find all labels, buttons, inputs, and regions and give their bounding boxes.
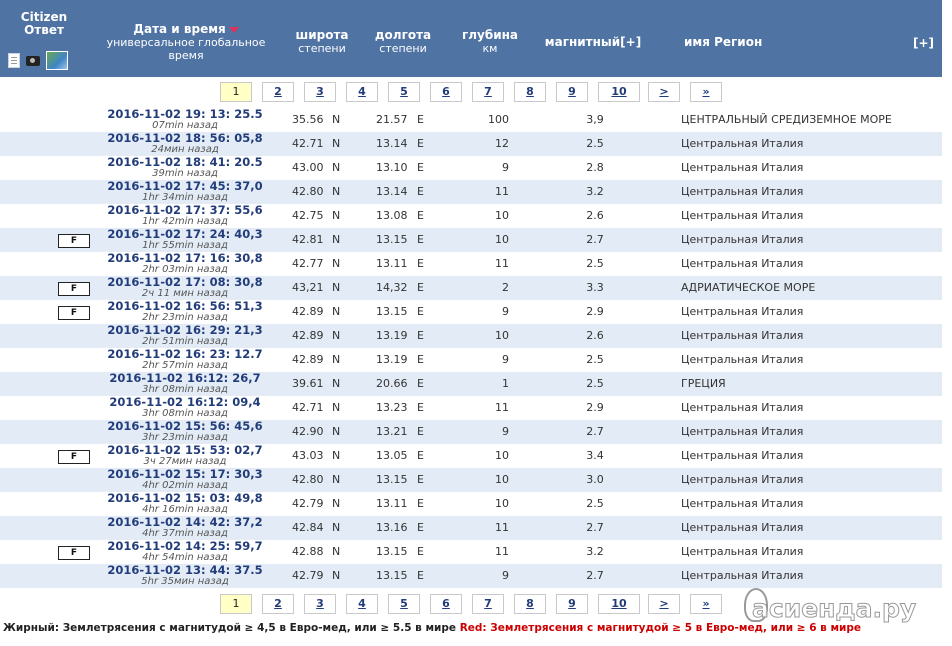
event-datetime <box>100 156 270 180</box>
latitude-label: широта <box>295 28 349 42</box>
event-datetime <box>100 132 270 156</box>
table-row[interactable] <box>0 540 942 564</box>
latitude-value: 42.90 <box>292 425 324 438</box>
longitude-direction: E <box>417 233 424 246</box>
longitude-direction: E <box>417 353 424 366</box>
latitude-value: 42.77 <box>292 257 324 270</box>
expand-columns-button[interactable]: [+] <box>912 36 934 50</box>
region-name: Центральная Италия <box>681 185 804 198</box>
latitude-direction: N <box>332 545 341 558</box>
event-datetime <box>100 276 270 300</box>
longitude-direction: E <box>417 545 424 558</box>
event-time-ago: 1hr 34min назад <box>142 192 228 203</box>
bold-legend-text: Жирный: Землетрясения с магнитудой ≥ 4,5 в Евро-мед, или ≥ 5.5 в мире <box>3 622 457 634</box>
event-datetime-link[interactable]: 2016-11-02 16: 56: 51,3 <box>107 299 263 313</box>
region-name: Центральная Италия <box>681 209 804 222</box>
event-time-ago: 1hr 55min назад <box>142 240 228 251</box>
document-icon[interactable] <box>8 53 20 68</box>
page-6-button[interactable]: 6 <box>430 594 462 614</box>
region-name: Центральная Италия <box>681 401 804 414</box>
event-datetime <box>100 324 270 348</box>
event-time-ago: 24мин назад <box>151 144 219 155</box>
page-4-button[interactable]: 4 <box>346 82 378 102</box>
latitude-direction: N <box>332 161 341 174</box>
longitude-value: 13.19 <box>376 353 408 366</box>
longitude-direction: E <box>417 185 424 198</box>
red-legend-text: Red: Землетрясения с магнитудой ≥ 5 в Евро-мед, или ≥ 6 в мире <box>459 622 862 634</box>
event-datetime <box>100 516 270 540</box>
latitude-direction: N <box>332 329 341 342</box>
latitude-value: 42.79 <box>292 569 324 582</box>
magnitude-column-header[interactable]: магнитный[+] <box>544 35 642 49</box>
latitude-direction: N <box>332 377 341 390</box>
event-time-ago: 07min назад <box>152 120 218 131</box>
felt-report-button[interactable]: F <box>58 282 90 296</box>
event-datetime <box>100 540 270 564</box>
longitude-value: 13.08 <box>376 209 408 222</box>
event-datetime-link[interactable]: 2016-11-02 14: 25: 59,7 <box>107 539 263 553</box>
magnitude-value: 3,9 <box>586 113 604 126</box>
magnitude-value: 2.6 <box>586 209 604 222</box>
event-datetime-link[interactable]: 2016-11-02 17: 37: 55,6 <box>107 203 263 217</box>
page-1-button[interactable]: 1 <box>220 82 252 102</box>
table-row[interactable] <box>0 180 942 204</box>
magnitude-value: 3.3 <box>586 281 604 294</box>
table-row[interactable] <box>0 396 942 420</box>
event-time-ago: 1hr 42min назад <box>142 216 228 227</box>
latitude-direction: N <box>332 233 341 246</box>
page-4-button[interactable]: 4 <box>346 594 378 614</box>
datetime-sub-label-2: время <box>168 49 204 62</box>
depth-value: 10 <box>495 233 509 246</box>
page-2-button[interactable]: 2 <box>262 594 294 614</box>
event-time-ago: 2hr 23min назад <box>142 312 228 323</box>
event-time-ago: 3ч 27мин назад <box>143 456 227 467</box>
region-name: Центральная Италия <box>681 305 804 318</box>
latitude-column-header <box>288 29 356 55</box>
datetime-label: Дата и время <box>133 22 226 36</box>
event-datetime-link[interactable]: 2016-11-02 16: 29: 21,3 <box>107 323 263 337</box>
event-datetime-link[interactable]: 2016-11-02 16:12: 26,7 <box>109 371 261 385</box>
region-name: Центральная Италия <box>681 233 804 246</box>
latitude-value: 42.71 <box>292 137 324 150</box>
region-name: Центральная Италия <box>681 329 804 342</box>
latitude-direction: N <box>332 353 341 366</box>
latitude-sub-label: степени <box>298 42 346 55</box>
event-time-ago: 4hr 37min назад <box>142 528 228 539</box>
page-10-button[interactable]: 10 <box>598 82 640 102</box>
magnitude-value: 2.5 <box>586 137 604 150</box>
longitude-value: 13.19 <box>376 329 408 342</box>
region-name: Центральная Италия <box>681 449 804 462</box>
region-name: Центральная Италия <box>681 425 804 438</box>
magnitude-value: 2.7 <box>586 233 604 246</box>
magnitude-value: 3.2 <box>586 185 604 198</box>
longitude-direction: E <box>417 209 424 222</box>
felt-report-button[interactable]: F <box>58 234 90 248</box>
longitude-direction: E <box>417 425 424 438</box>
event-datetime-link[interactable]: 2016-11-02 17: 08: 30,8 <box>107 275 263 289</box>
depth-value: 2 <box>502 281 509 294</box>
page-5-button[interactable]: 5 <box>388 82 420 102</box>
depth-value: 9 <box>502 161 509 174</box>
longitude-direction: E <box>417 161 424 174</box>
event-datetime <box>100 420 270 444</box>
depth-column-header <box>455 29 525 55</box>
longitude-direction: E <box>417 329 424 342</box>
latitude-value: 42.71 <box>292 401 324 414</box>
table-row[interactable] <box>0 204 942 228</box>
depth-value: 11 <box>495 545 509 558</box>
event-datetime-link[interactable]: 2016-11-02 17: 16: 30,8 <box>107 251 263 265</box>
latitude-value: 42.84 <box>292 521 324 534</box>
datetime-column-header[interactable] <box>98 23 274 62</box>
event-datetime-link[interactable]: 2016-11-02 18: 41: 20.5 <box>107 155 263 169</box>
longitude-direction: E <box>417 497 424 510</box>
depth-value: 10 <box>495 497 509 510</box>
sort-down-icon[interactable] <box>229 27 239 33</box>
event-datetime-link[interactable]: 2016-11-02 16: 23: 12.7 <box>107 347 263 361</box>
table-row[interactable] <box>0 252 942 276</box>
latitude-value: 35.56 <box>292 113 324 126</box>
latitude-value: 42.88 <box>292 545 324 558</box>
camera-icon[interactable] <box>26 56 40 66</box>
region-name: ГРЕЦИЯ <box>681 377 726 390</box>
latitude-direction: N <box>332 401 341 414</box>
event-time-ago: 5hr 35мин назад <box>141 576 229 587</box>
latitude-direction: N <box>332 305 341 318</box>
latitude-direction: N <box>332 473 341 486</box>
event-time-ago: 2hr 03min назад <box>142 264 228 275</box>
event-datetime-link[interactable]: 2016-11-02 15: 17: 30,3 <box>107 467 263 481</box>
table-row[interactable] <box>0 132 942 156</box>
depth-value: 9 <box>502 569 509 582</box>
page-8-button[interactable]: 8 <box>514 594 546 614</box>
region-name: Центральная Италия <box>681 137 804 150</box>
longitude-value: 13.10 <box>376 161 408 174</box>
latitude-direction: N <box>332 137 341 150</box>
event-time-ago: 3hr 08min назад <box>142 408 228 419</box>
latitude-direction: N <box>332 521 341 534</box>
longitude-direction: E <box>417 137 424 150</box>
longitude-direction: E <box>417 281 424 294</box>
latitude-direction: N <box>332 449 341 462</box>
event-datetime-link[interactable]: 2016-11-02 13: 44: 37.5 <box>107 563 263 577</box>
depth-value: 9 <box>502 353 509 366</box>
magnitude-value: 2.7 <box>586 521 604 534</box>
event-time-ago: 4hr 02min назад <box>142 480 228 491</box>
latitude-value: 43,21 <box>292 281 324 294</box>
longitude-direction: E <box>417 569 424 582</box>
page-5-button[interactable]: 5 <box>388 594 420 614</box>
longitude-value: 21.57 <box>376 113 408 126</box>
event-datetime-link[interactable]: 2016-11-02 15: 56: 45,6 <box>107 419 263 433</box>
event-datetime-link[interactable]: 2016-11-02 19: 13: 25.5 <box>107 107 263 121</box>
magnitude-value: 2.5 <box>586 497 604 510</box>
event-datetime <box>100 396 270 420</box>
longitude-value: 13.14 <box>376 137 408 150</box>
latitude-direction: N <box>332 281 341 294</box>
table-row[interactable] <box>0 468 942 492</box>
depth-value: 11 <box>495 521 509 534</box>
page-2-button[interactable]: 2 <box>262 82 294 102</box>
region-name: Центральная Италия <box>681 497 804 510</box>
event-time-ago: 2ч 11 мин назад <box>141 288 229 299</box>
longitude-value: 13.15 <box>376 545 408 558</box>
citizen-icons <box>8 51 68 70</box>
magnitude-value: 2.6 <box>586 329 604 342</box>
longitude-value: 13.11 <box>376 497 408 510</box>
longitude-direction: E <box>417 113 424 126</box>
table-row[interactable] <box>0 348 942 372</box>
longitude-direction: E <box>417 401 424 414</box>
table-row[interactable] <box>0 324 942 348</box>
longitude-value: 14,32 <box>376 281 408 294</box>
longitude-direction: E <box>417 305 424 318</box>
citizen-column-header <box>4 11 84 37</box>
depth-value: 9 <box>502 425 509 438</box>
longitude-direction: E <box>417 521 424 534</box>
latitude-value: 42.89 <box>292 305 324 318</box>
page-9-button[interactable]: 9 <box>556 82 588 102</box>
event-datetime <box>100 372 270 396</box>
latitude-value: 39.61 <box>292 377 324 390</box>
table-row[interactable] <box>0 564 942 588</box>
page-10-button[interactable]: 10 <box>598 594 640 614</box>
region-name: Центральная Италия <box>681 353 804 366</box>
latitude-value: 42.79 <box>292 497 324 510</box>
longitude-value: 13.14 <box>376 185 408 198</box>
longitude-label: долгота <box>374 28 432 42</box>
region-name: ЦЕНТРАЛЬНЫЙ СРЕДИЗЕМНОЕ МОРЕ <box>681 113 892 126</box>
depth-value: 11 <box>495 401 509 414</box>
depth-value: 10 <box>495 449 509 462</box>
magnitude-value: 2.8 <box>586 161 604 174</box>
page-9-button[interactable]: 9 <box>556 594 588 614</box>
region-name: Центральная Италия <box>681 161 804 174</box>
latitude-direction: N <box>332 113 341 126</box>
page-7-button[interactable]: 7 <box>472 82 504 102</box>
event-datetime <box>100 492 270 516</box>
last-page-button[interactable]: » <box>690 594 722 614</box>
table-row[interactable] <box>0 372 942 396</box>
page-6-button[interactable]: 6 <box>430 82 462 102</box>
magnitude-value: 2.5 <box>586 377 604 390</box>
next-page-button[interactable]: > <box>648 594 680 614</box>
citizen-label: Citizen <box>20 10 68 24</box>
depth-value: 9 <box>502 305 509 318</box>
latitude-direction: N <box>332 425 341 438</box>
table-row[interactable] <box>0 516 942 540</box>
event-time-ago: 2hr 57min назад <box>142 360 228 371</box>
latitude-value: 42.89 <box>292 329 324 342</box>
table-row[interactable] <box>0 228 942 252</box>
latitude-value: 42.80 <box>292 473 324 486</box>
event-datetime-link[interactable]: 2016-11-02 14: 42: 37,2 <box>107 515 263 529</box>
table-row[interactable] <box>0 420 942 444</box>
region-name: Центральная Италия <box>681 257 804 270</box>
page-3-button[interactable]: 3 <box>304 82 336 102</box>
page-7-button[interactable]: 7 <box>472 594 504 614</box>
latitude-direction: N <box>332 185 341 198</box>
magnitude-value: 3.0 <box>586 473 604 486</box>
longitude-value: 13.05 <box>376 449 408 462</box>
event-time-ago: 4hr 54min назад <box>142 552 228 563</box>
magnitude-value: 2.5 <box>586 353 604 366</box>
region-name: Центральная Италия <box>681 473 804 486</box>
depth-sub-label: км <box>482 42 498 55</box>
map-icon[interactable] <box>46 51 68 70</box>
longitude-value: 13.21 <box>376 425 408 438</box>
latitude-direction: N <box>332 209 341 222</box>
region-name: Центральная Италия <box>681 545 804 558</box>
magnitude-value: 3.4 <box>586 449 604 462</box>
event-datetime <box>100 204 270 228</box>
depth-value: 1 <box>502 377 509 390</box>
felt-report-button[interactable]: F <box>58 306 90 320</box>
last-page-button[interactable]: » <box>690 82 722 102</box>
depth-value: 11 <box>495 257 509 270</box>
latitude-value: 43.03 <box>292 449 324 462</box>
magnitude-value: 2.9 <box>586 401 604 414</box>
legend-note <box>3 622 861 634</box>
longitude-sub-label: степени <box>379 42 427 55</box>
region-column-header: имя Регион <box>684 35 763 49</box>
felt-report-button[interactable]: F <box>58 546 90 560</box>
magnitude-value: 2.7 <box>586 569 604 582</box>
table-row[interactable] <box>0 276 942 300</box>
magnitude-value: 2.5 <box>586 257 604 270</box>
citizen-sub-label: Ответ <box>24 23 64 37</box>
event-time-ago: 2hr 51min назад <box>142 336 228 347</box>
longitude-value: 13.11 <box>376 257 408 270</box>
longitude-value: 13.15 <box>376 233 408 246</box>
depth-value: 10 <box>495 473 509 486</box>
table-row[interactable] <box>0 156 942 180</box>
table-header <box>0 0 942 77</box>
longitude-direction: E <box>417 449 424 462</box>
depth-label: глубина <box>461 28 519 42</box>
depth-value: 10 <box>495 329 509 342</box>
depth-value: 100 <box>488 113 509 126</box>
event-datetime <box>100 108 270 132</box>
longitude-value: 20.66 <box>376 377 408 390</box>
table-row[interactable] <box>0 108 942 132</box>
longitude-direction: E <box>417 257 424 270</box>
latitude-direction: N <box>332 569 341 582</box>
event-time-ago: 3hr 08min назад <box>142 384 228 395</box>
event-time-ago: 39min назад <box>152 168 218 179</box>
longitude-value: 13.15 <box>376 569 408 582</box>
longitude-value: 13.16 <box>376 521 408 534</box>
event-datetime-link[interactable]: 2016-11-02 17: 45: 37,0 <box>107 179 263 193</box>
longitude-value: 13.15 <box>376 473 408 486</box>
table-row[interactable] <box>0 444 942 468</box>
event-datetime-link[interactable]: 2016-11-02 17: 24: 40,3 <box>107 227 263 241</box>
datetime-sub-label: универсальное глобальное <box>106 36 266 49</box>
page-8-button[interactable]: 8 <box>514 82 546 102</box>
event-datetime-link[interactable]: 2016-11-02 18: 56: 05,8 <box>107 131 263 145</box>
depth-value: 12 <box>495 137 509 150</box>
latitude-value: 42.80 <box>292 185 324 198</box>
latitude-value: 42.89 <box>292 353 324 366</box>
table-row[interactable] <box>0 492 942 516</box>
latitude-value: 42.81 <box>292 233 324 246</box>
latitude-direction: N <box>332 497 341 510</box>
longitude-value: 13.23 <box>376 401 408 414</box>
region-name: Центральная Италия <box>681 521 804 534</box>
page-1-button[interactable]: 1 <box>220 594 252 614</box>
magnitude-value: 3.2 <box>586 545 604 558</box>
event-datetime-link[interactable]: 2016-11-02 15: 03: 49,8 <box>107 491 263 505</box>
page-3-button[interactable]: 3 <box>304 594 336 614</box>
event-datetime <box>100 348 270 372</box>
longitude-column-header <box>368 29 438 55</box>
event-datetime <box>100 252 270 276</box>
next-page-button[interactable]: > <box>648 82 680 102</box>
latitude-value: 42.75 <box>292 209 324 222</box>
event-datetime <box>100 228 270 252</box>
magnitude-value: 2.7 <box>586 425 604 438</box>
longitude-direction: E <box>417 377 424 390</box>
felt-report-button[interactable]: F <box>58 450 90 464</box>
event-time-ago: 4hr 16min назад <box>142 504 228 515</box>
depth-value: 11 <box>495 185 509 198</box>
region-name: АДРИАТИЧЕСКОЕ МОРЕ <box>681 281 816 294</box>
event-datetime-link[interactable]: 2016-11-02 16:12: 09,4 <box>109 395 261 409</box>
depth-value: 10 <box>495 209 509 222</box>
longitude-direction: E <box>417 473 424 486</box>
longitude-value: 13.15 <box>376 305 408 318</box>
region-name: Центральная Италия <box>681 569 804 582</box>
watermark-text: асиенда.ру <box>752 594 917 623</box>
event-datetime <box>100 180 270 204</box>
table-row[interactable] <box>0 300 942 324</box>
event-datetime <box>100 468 270 492</box>
event-datetime <box>100 564 270 588</box>
event-datetime-link[interactable]: 2016-11-02 15: 53: 02,7 <box>107 443 263 457</box>
event-datetime <box>100 444 270 468</box>
magnitude-value: 2.9 <box>586 305 604 318</box>
latitude-direction: N <box>332 257 341 270</box>
event-datetime <box>100 300 270 324</box>
pagination-top <box>0 80 942 104</box>
latitude-value: 43.00 <box>292 161 324 174</box>
event-time-ago: 3hr 23min назад <box>142 432 228 443</box>
